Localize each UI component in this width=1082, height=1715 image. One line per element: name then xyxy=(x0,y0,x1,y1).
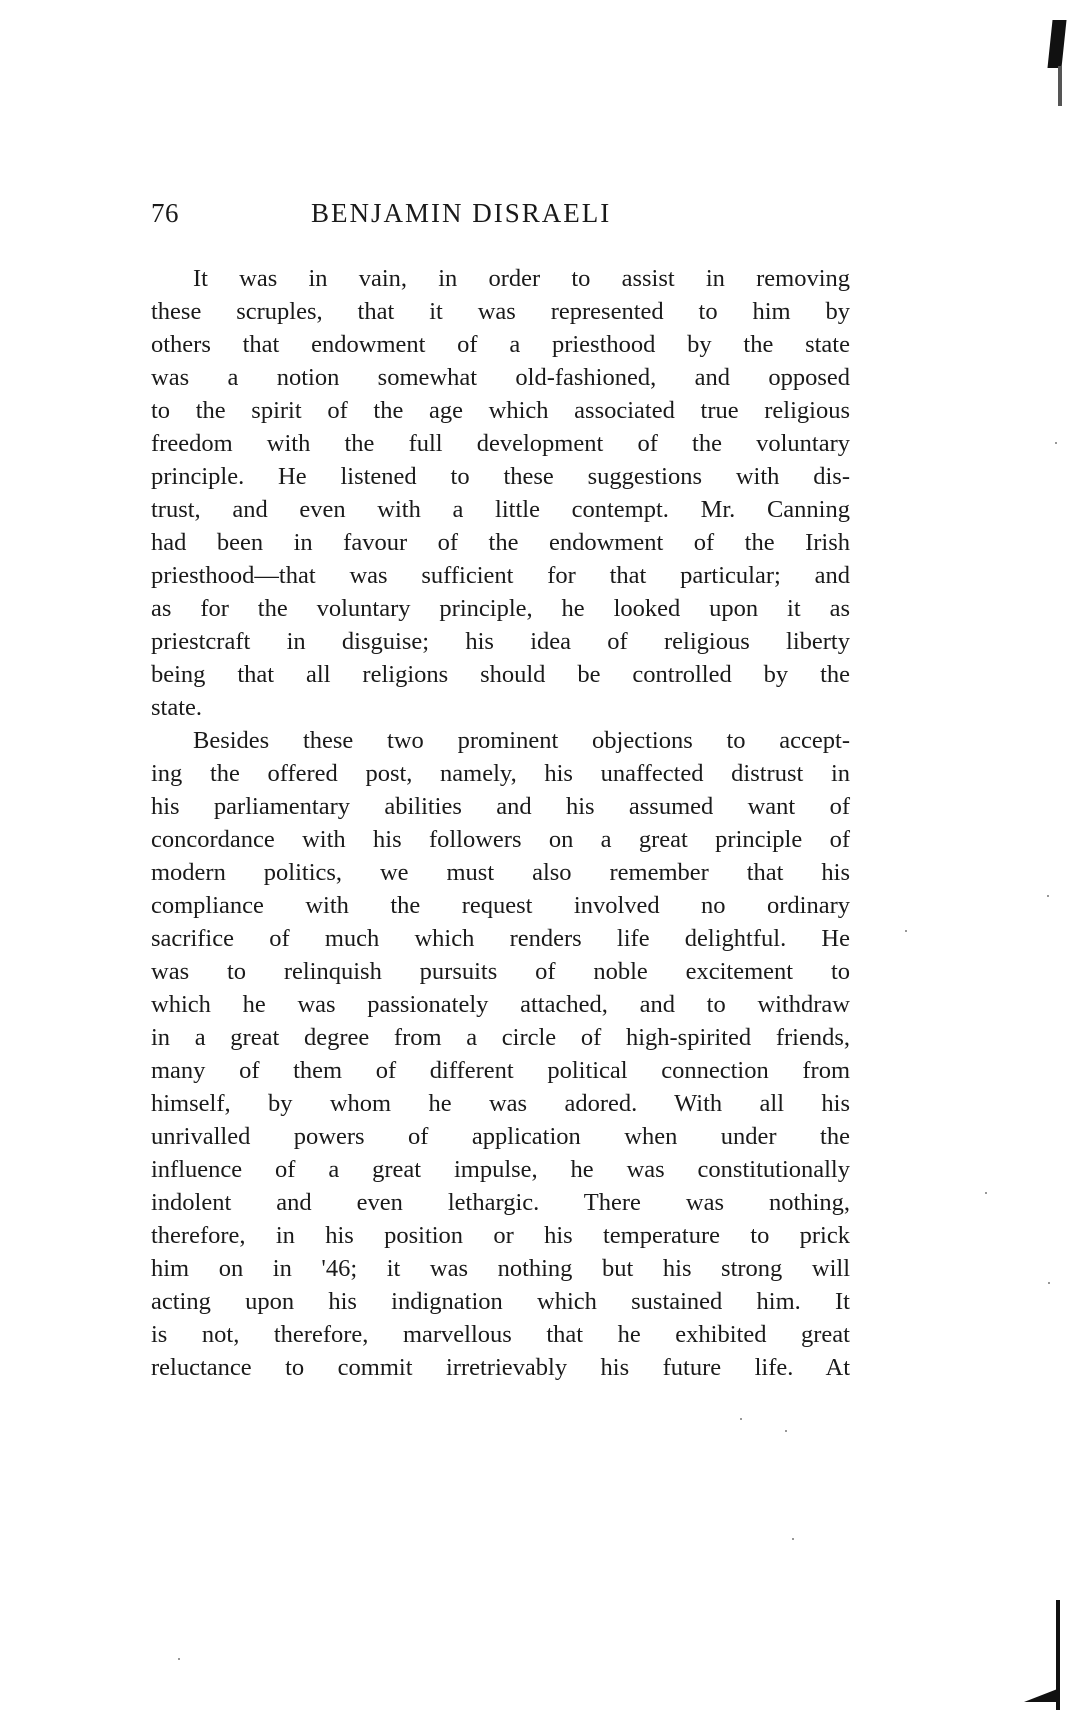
text-line: which he was passionately attached, and to withdraw xyxy=(151,991,850,1018)
text-line: state. xyxy=(151,694,203,721)
text-line: unrivalled powers of application when under the xyxy=(151,1123,850,1150)
text-line: therefore, in his position or his temperature to prick xyxy=(151,1222,850,1249)
text-line: acting upon his indignation which sustained him. It xyxy=(151,1288,850,1315)
running-head xyxy=(151,198,851,234)
paper-speck xyxy=(785,1430,787,1432)
paper-speck xyxy=(1047,895,1049,897)
text-line: being that all religions should be controlled by the xyxy=(151,661,850,688)
paper-speck xyxy=(740,1418,742,1420)
text-line: was to relinquish pursuits of noble excitement to xyxy=(151,958,850,985)
text-line: modern politics, we must also remember that his xyxy=(151,859,850,886)
text-line: trust, and even with a little contempt. Mr. Canning xyxy=(151,496,850,523)
text-line: others that endowment of a priesthood by the state xyxy=(151,331,850,358)
paper-speck xyxy=(178,1658,180,1660)
text-line: is not, therefore, marvellous that he exhibited great xyxy=(151,1321,850,1348)
text-line: in a great degree from a circle of high-spirited friends, xyxy=(151,1024,850,1051)
running-title: BENJAMIN DISRAELI xyxy=(311,198,612,228)
text-line: indolent and even lethargic. There was nothing, xyxy=(151,1189,850,1216)
text-line: had been in favour of the endowment of the Irish xyxy=(151,529,850,556)
text-line: principle. He listened to these suggestions with dis- xyxy=(151,463,850,490)
paper-speck xyxy=(792,1538,794,1540)
text-line: these scruples, that it was represented to him by xyxy=(151,298,850,325)
text-line: priesthood—that was sufficient for that particular; and xyxy=(151,562,850,589)
paragraph-2 xyxy=(151,724,850,1384)
text-line: was a notion somewhat old-fashioned, and opposed xyxy=(151,364,850,391)
paper-speck xyxy=(1055,442,1057,444)
text-line: compliance with the request involved no ordinary xyxy=(151,892,850,919)
text-line: as for the voluntary principle, he looked upon it as xyxy=(151,595,850,622)
text-line: influence of a great impulse, he was constitutionally xyxy=(151,1156,850,1183)
text-line: priestcraft in disguise; his idea of religious liberty xyxy=(151,628,850,655)
scan-edge-mark-bottom-foot xyxy=(1024,1688,1060,1702)
text-line: ing the offered post, namely, his unaffected distrust in xyxy=(151,760,850,787)
text-line: freedom with the full development of the voluntary xyxy=(151,430,850,457)
text-line: concordance with his followers on a great principle of xyxy=(151,826,850,853)
text-line: Besides these two prominent objections to accept- xyxy=(193,727,850,754)
paper-speck xyxy=(1048,1282,1050,1284)
text-line: him on in '46; it was nothing but his strong will xyxy=(151,1255,850,1282)
paper-speck xyxy=(905,930,907,932)
paper-speck xyxy=(985,1192,987,1194)
text-line: his parliamentary abilities and his assumed want of xyxy=(151,793,850,820)
text-line: sacrifice of much which renders life delightful. He xyxy=(151,925,850,952)
scan-edge-mark-top xyxy=(1047,20,1066,68)
text-line: It was in vain, in order to assist in removing xyxy=(193,265,850,292)
body-text xyxy=(151,262,850,1384)
text-line: to the spirit of the age which associated true religious xyxy=(151,397,850,424)
text-line: many of them of different political connection from xyxy=(151,1057,850,1084)
text-line: reluctance to commit irretrievably his future life. At xyxy=(151,1354,850,1381)
page-number: 76 xyxy=(151,198,179,228)
text-line: himself, by whom he was adored. With all his xyxy=(151,1090,850,1117)
scan-edge-mark-top-tail xyxy=(1058,66,1062,106)
paragraph-1 xyxy=(151,262,850,724)
